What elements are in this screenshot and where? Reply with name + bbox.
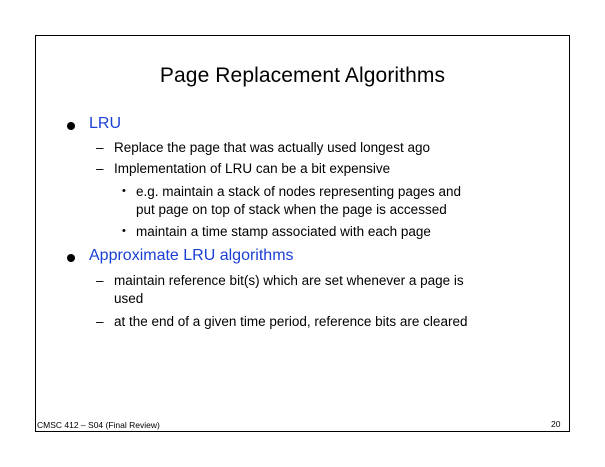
dash-marker: – bbox=[96, 314, 104, 329]
dash-marker: – bbox=[96, 140, 104, 155]
bullet-dot-icon bbox=[67, 254, 75, 262]
section-heading: LRU bbox=[89, 115, 122, 132]
dash-marker: – bbox=[96, 273, 104, 288]
section-heading: Approximate LRU algorithms bbox=[89, 247, 294, 264]
dash-marker: – bbox=[96, 161, 104, 176]
sub-bullet-marker: • bbox=[122, 225, 126, 237]
footer-course: CMSC 412 – S04 (Final Review) bbox=[37, 420, 160, 430]
bullet-dot-icon bbox=[67, 122, 75, 130]
sub-bullet-marker: • bbox=[122, 185, 126, 197]
page-number: 20 bbox=[551, 419, 561, 429]
slide-title: Page Replacement Algorithms bbox=[159, 64, 446, 87]
